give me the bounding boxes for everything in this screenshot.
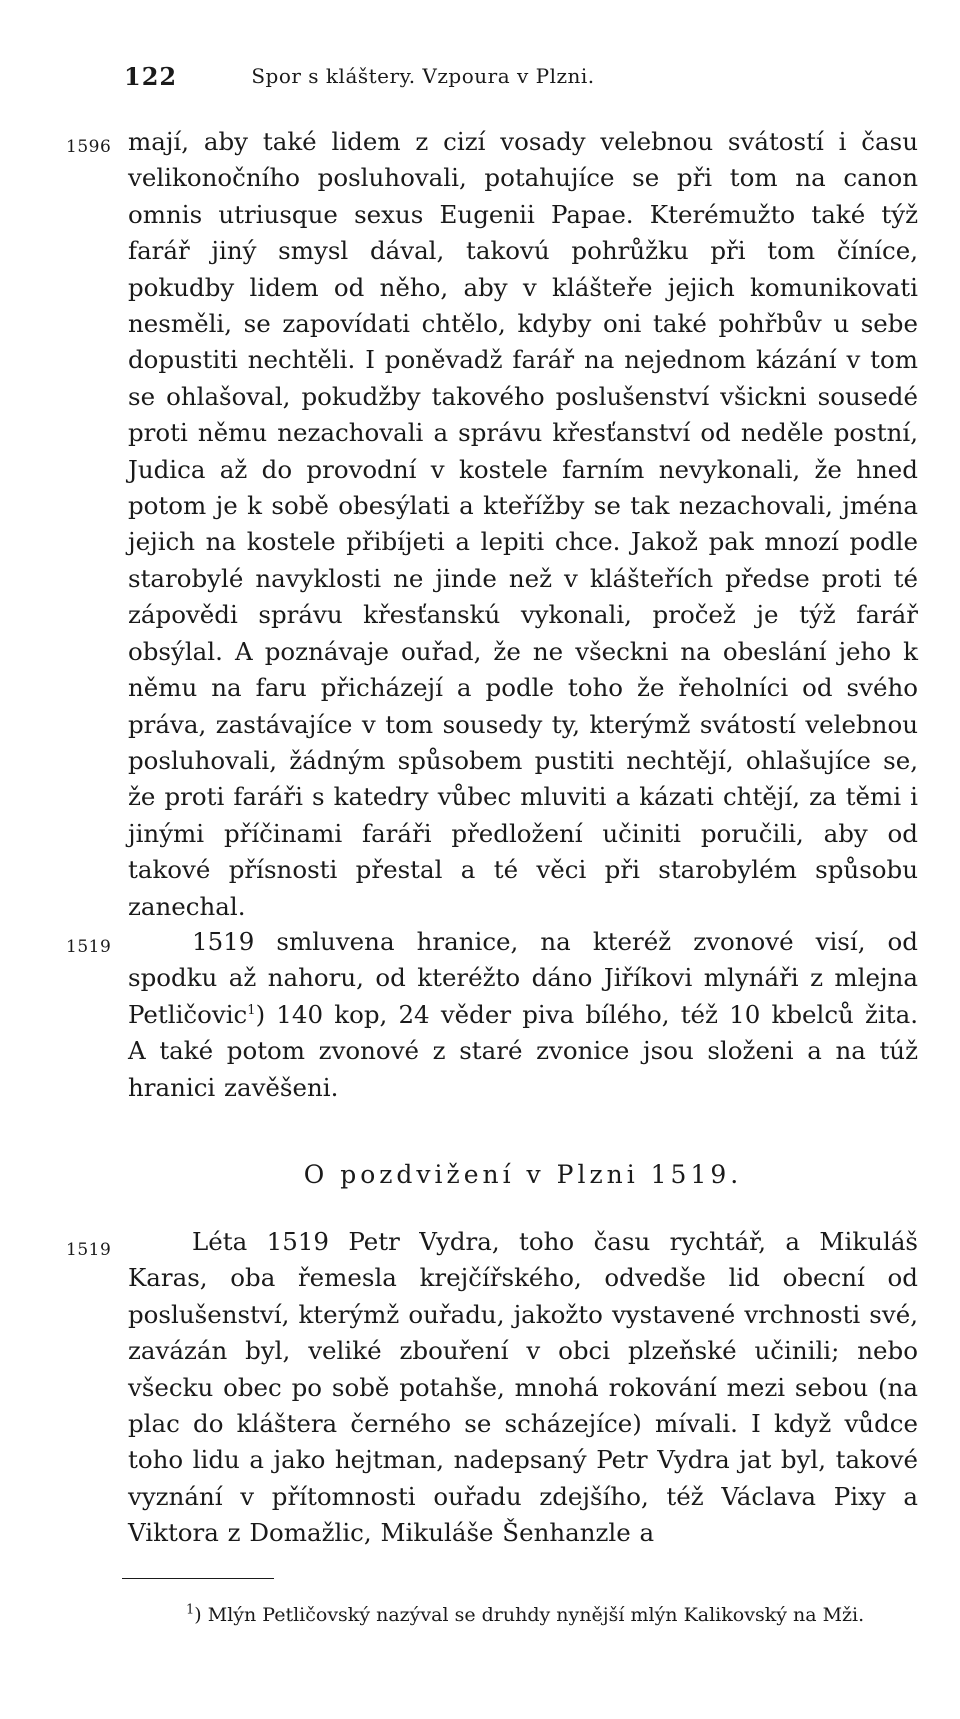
page-header [124, 62, 722, 94]
paragraph-text-part: ) 140 kop, 24 věder piva bílého, též 10 kbelců žita. A také potom zvonové z staré zvonice jsou složeni a na túž hranici zavěšeni. [128, 999, 918, 1102]
page-number: 122 [124, 62, 178, 91]
section-heading: O pozdvižení v Plzni 1519. [303, 1160, 743, 1189]
footnote-body: ) Mlýn Petličovský nazýval se druhdy nynější mlýn Kalikovský na Mži. [194, 1604, 865, 1626]
paragraph-convent-dispute [128, 124, 918, 925]
paragraph-text [128, 924, 918, 1106]
paragraph-text: Léta 1519 Petr Vydra, toho času rychtář, a Mikuláš Karas, oba řemesla krejčířského, odvedše lid obecní od poslušenství, kterýmž ouřadu, jakožto vystavené vrchnosti své, zavázán byl, veliké zbouření v obci plzeňské učinili; nebo všecku obec po sobě potahše, mnohá rokování mezi sebou (na plac do kláštera černého se scházejíce) mívali. I když vůdce toho lidu a jako hejtman, nadepsaný Petr Vydra jat byl, takové vyznání v přítomnosti ouřadu zdejšího, též Václava Pixy a Viktora z Domažlic, Mikuláše Šenhanzle a [128, 1227, 918, 1548]
running-title: Spor s kláštery. Vzpoura v Plzni. [251, 64, 595, 88]
paragraph-text-part: 1519 smluvena hranice, na kteréž zvonové visí, od spodku až nahoru, od kteréžto dáno Jiříkovi mlynáři z mlejna Petličovic [128, 927, 918, 1029]
margin-year-1519-uprising: 1519 [66, 1240, 112, 1260]
margin-year-1519-bell-frame: 1519 [66, 937, 112, 957]
paragraph-text: mají, aby také lidem z cizí vosady velebnou svátostí i času velikonočního posluhovali, potahujíce se při tom na canon omnis utriusque sexus Eugenii Papae. Kterémužto také týž farář jiný smysl dával, takovú pohrůžku při tom číníce, pokudby lidem od něho, aby v klášteře jejich komunikovati nesměli, se zapovídati chtělo, kdyby oni také pohřbův u sebe dopustiti nechtěli. I poněvadž farář na nejednom kázání v tom se ohlašoval, pokudžby takového poslušenství všickni sousedé proti němu nezachovali a správu křesťanství od neděle postní, Judica až do provodní v kostele farním nevykonali, že hned potom je k sobě obesýlati a kteřížby se tak nezachovali, jména jejich na kostele přibíjeti a lepiti chce. Jakož pak mnozí podle starobylé navyklosti ne jinde než v klášteřích předse proti té zápovědi správu křesťanskú vykonali, pročež je týž farář obsýlal. A poznávaje ouřad, že ne všeckni na obeslání jeho k němu na faru přicházejí a podle toho že řeholníci od svého práva, zastávajíce v tom sousedy ty, kterýmž svátostí velebnou posluhovali, žádným spůsobem pustiti nechtějí, ohlašujíce se, že proti faráři s katedry vůbec mluviti a kázati chtějí, za těmi i jinými příčinami faráři předložení učiniti poručili, aby od takové přísnosti přestal a té věci při starobylém spůsobu zanechal. [128, 127, 918, 921]
footnote-mark: 1 [186, 1602, 195, 1618]
footnote [122, 1598, 918, 1632]
footnote-reference: 1 [247, 1002, 256, 1018]
paragraph-bell-frame [128, 924, 918, 1106]
footnote-text [122, 1598, 918, 1632]
footnote-divider [122, 1578, 274, 1579]
paragraph-uprising [128, 1224, 918, 1552]
margin-year-1596: 1596 [66, 137, 112, 157]
